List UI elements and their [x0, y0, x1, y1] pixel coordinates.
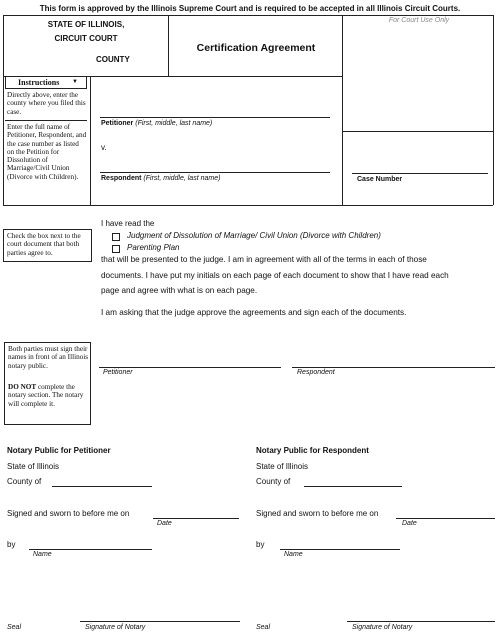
notary-respondent-heading: Notary Public for Respondent: [256, 446, 369, 455]
notary-respondent-signature-label: Signature of Notary: [352, 624, 413, 631]
notary-petitioner-name-label: Name: [33, 551, 52, 558]
court-label: CIRCUIT COURT: [54, 34, 118, 43]
notary-respondent-state: State of Illinois: [256, 462, 309, 471]
case-number-label: Case Number: [357, 176, 403, 183]
approval-request: I am asking that the judge approve the agreements and sign each of the documents.: [101, 308, 407, 317]
approval-notice: This form is approved by the Illinois Supreme Court and is required to be accepted in all Illinois Circuit Courts.: [39, 4, 461, 13]
petitioner-caption: Petitioner (First, middle, last name): [101, 120, 213, 127]
parenting-plan-option: Parenting Plan: [127, 243, 180, 252]
respondent-line[interactable]: [100, 172, 330, 173]
notary-respondent-name-label: Name: [284, 551, 303, 558]
notary-petitioner-name-line[interactable]: [29, 549, 152, 550]
notary-petitioner-state: State of Illinois: [7, 462, 60, 471]
court-use-label: For Court Use Only: [388, 17, 450, 24]
instructions-divider: [90, 76, 91, 205]
county-label: COUNTY: [96, 55, 130, 64]
caption-divider: [342, 15, 343, 205]
caption-top-border: [3, 15, 493, 16]
check-box-note: [3, 229, 92, 262]
county-divider: [168, 15, 169, 76]
respondent-caption: Respondent (First, middle, last name): [101, 175, 221, 182]
notary-respondent-sworn: Signed and sworn to before me on: [256, 509, 379, 518]
petitioner-signature-line[interactable]: [99, 367, 281, 368]
notary-petitioner-signature-label: Signature of Notary: [85, 624, 146, 631]
instructions-step-1: Directly above, enter the county where you filed this case.: [7, 91, 86, 116]
case-number-line[interactable]: [352, 173, 488, 174]
notary-respondent-by: by: [256, 540, 265, 549]
judgment-option: Judgment of Dissolution of Marriage/ Civil Union (Divorce with Children): [127, 231, 381, 240]
notary-petitioner-date-label: Date: [157, 520, 172, 527]
notary-respondent-county-line[interactable]: [304, 486, 402, 487]
court-use-divider: [342, 131, 493, 132]
caption-right-border: [493, 15, 494, 205]
chevron-down-icon: ▼: [72, 79, 78, 85]
notary-respondent-seal: Seal: [256, 624, 271, 631]
check-box-note-text: Check the box next to the court document that both parties agree to.: [7, 232, 81, 257]
form-title: Certification Agreement: [196, 42, 316, 54]
judgment-checkbox[interactable]: [112, 233, 120, 241]
notary-petitioner-heading: Notary Public for Petitioner: [7, 446, 111, 455]
signature-note: [4, 342, 91, 425]
instructions-separator: [5, 120, 87, 121]
read-intro: I have read the: [101, 219, 155, 228]
petitioner-signature-label: Petitioner: [103, 369, 133, 376]
notary-petitioner-county-line[interactable]: [52, 486, 152, 487]
caption-left-border: [3, 15, 4, 205]
notary-petitioner-by: by: [7, 540, 16, 549]
instructions-tab[interactable]: [5, 76, 87, 89]
petitioner-line[interactable]: [100, 117, 330, 118]
agreement-line-2: documents. I have put my initials on each page of each document to show that I have read each: [101, 271, 449, 280]
notary-petitioner-county: County of: [7, 477, 42, 486]
notary-respondent-name-line[interactable]: [280, 549, 400, 550]
instructions-step-2: Enter the full name of Petitioner, Respondent, and the case number as listed on the Petition for Dissolution of Marriage/Civil Union (Divorce with Children).: [7, 123, 87, 181]
versus-label: v.: [101, 143, 107, 152]
caption-bottom-border: [3, 205, 493, 206]
signature-warning: DO NOT complete the notary section. The notary will complete it.: [8, 383, 84, 408]
notary-petitioner-sworn: Signed and sworn to before me on: [7, 509, 130, 518]
respondent-signature-label: Respondent: [297, 369, 335, 376]
notary-petitioner-seal: Seal: [7, 624, 22, 631]
signature-note-text: Both parties must sign their names in front of an Illinois notary public.: [8, 345, 89, 370]
notary-petitioner-date-line[interactable]: [153, 518, 239, 519]
agreement-line-1: that will be presented to the judge. I am in agreement with all of the terms in each of those: [101, 255, 427, 264]
notary-respondent-date-line[interactable]: [396, 518, 495, 519]
notary-respondent-county: County of: [256, 477, 291, 486]
notary-respondent-date-label: Date: [402, 520, 417, 527]
notary-petitioner-signature-line[interactable]: [80, 621, 240, 622]
respondent-signature-line[interactable]: [292, 367, 495, 368]
agreement-line-3: page and agree with what is on each page.: [101, 286, 258, 295]
instructions-label: Instructions: [18, 78, 60, 87]
state-label: STATE OF ILLINOIS,: [47, 20, 125, 29]
notary-respondent-signature-line[interactable]: [347, 621, 495, 622]
